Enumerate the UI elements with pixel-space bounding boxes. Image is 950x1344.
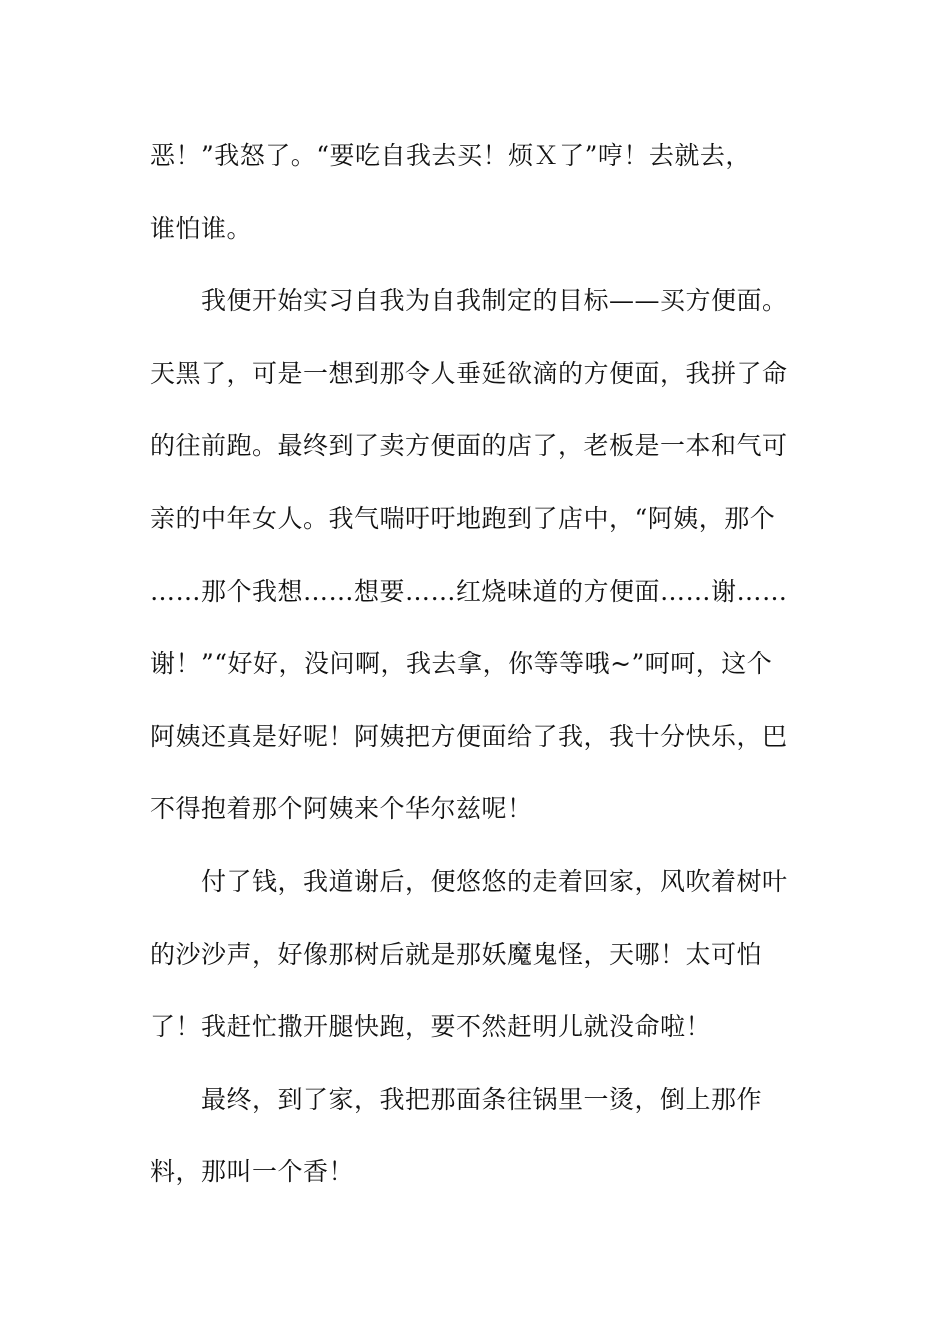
text-line: 阿姨还真是好呢！阿姨把方便面给了我，我十分快乐，巴 (150, 721, 788, 751)
text-line: 的往前跑。最终到了卖方便面的店了，老板是一本和气可 (150, 431, 788, 461)
text-line: 亲的中年女人。我气喘吁吁地跑到了店中，“阿姨，那个 (150, 503, 776, 533)
paragraph-start-line: 付了钱，我道谢后，便悠悠的走着回家，风吹着树叶 (201, 866, 788, 896)
text-line: 天黑了，可是一想到那令人垂延欲滴的方便面，我拼了命 (150, 358, 788, 388)
text-line: ……那个我想……想要……红烧味道的方便面……谢…… (150, 576, 788, 606)
text-line: 谁怕谁。 (150, 213, 253, 243)
text-line: 了！我赶忙撒开腿快跑，要不然赶明儿就没命啦！ (150, 1012, 712, 1042)
paragraph-start-line: 我便开始实习自我为自我制定的目标——买方便面。 (201, 286, 788, 316)
essay-text (150, 128, 810, 1217)
text-line: 恶！”我怒了。“要吃自我去买！烦Ｘ了”哼！去就去， (150, 141, 751, 170)
text-line: 不得抱着那个阿姨来个华尔兹呢！ (150, 794, 533, 824)
paragraph-start-line: 最终，到了家，我把那面条往锅里一烫，倒上那作 (201, 1084, 763, 1114)
text-line: 的沙沙声，好像那树后就是那妖魔鬼怪，天哪！太可怕 (150, 939, 763, 969)
text-line: 料，那叫一个香！ (150, 1157, 355, 1187)
text-line: 谢！”“好好，没问啊，我去拿，你等等哦~”呵呵，这个 (150, 649, 773, 679)
